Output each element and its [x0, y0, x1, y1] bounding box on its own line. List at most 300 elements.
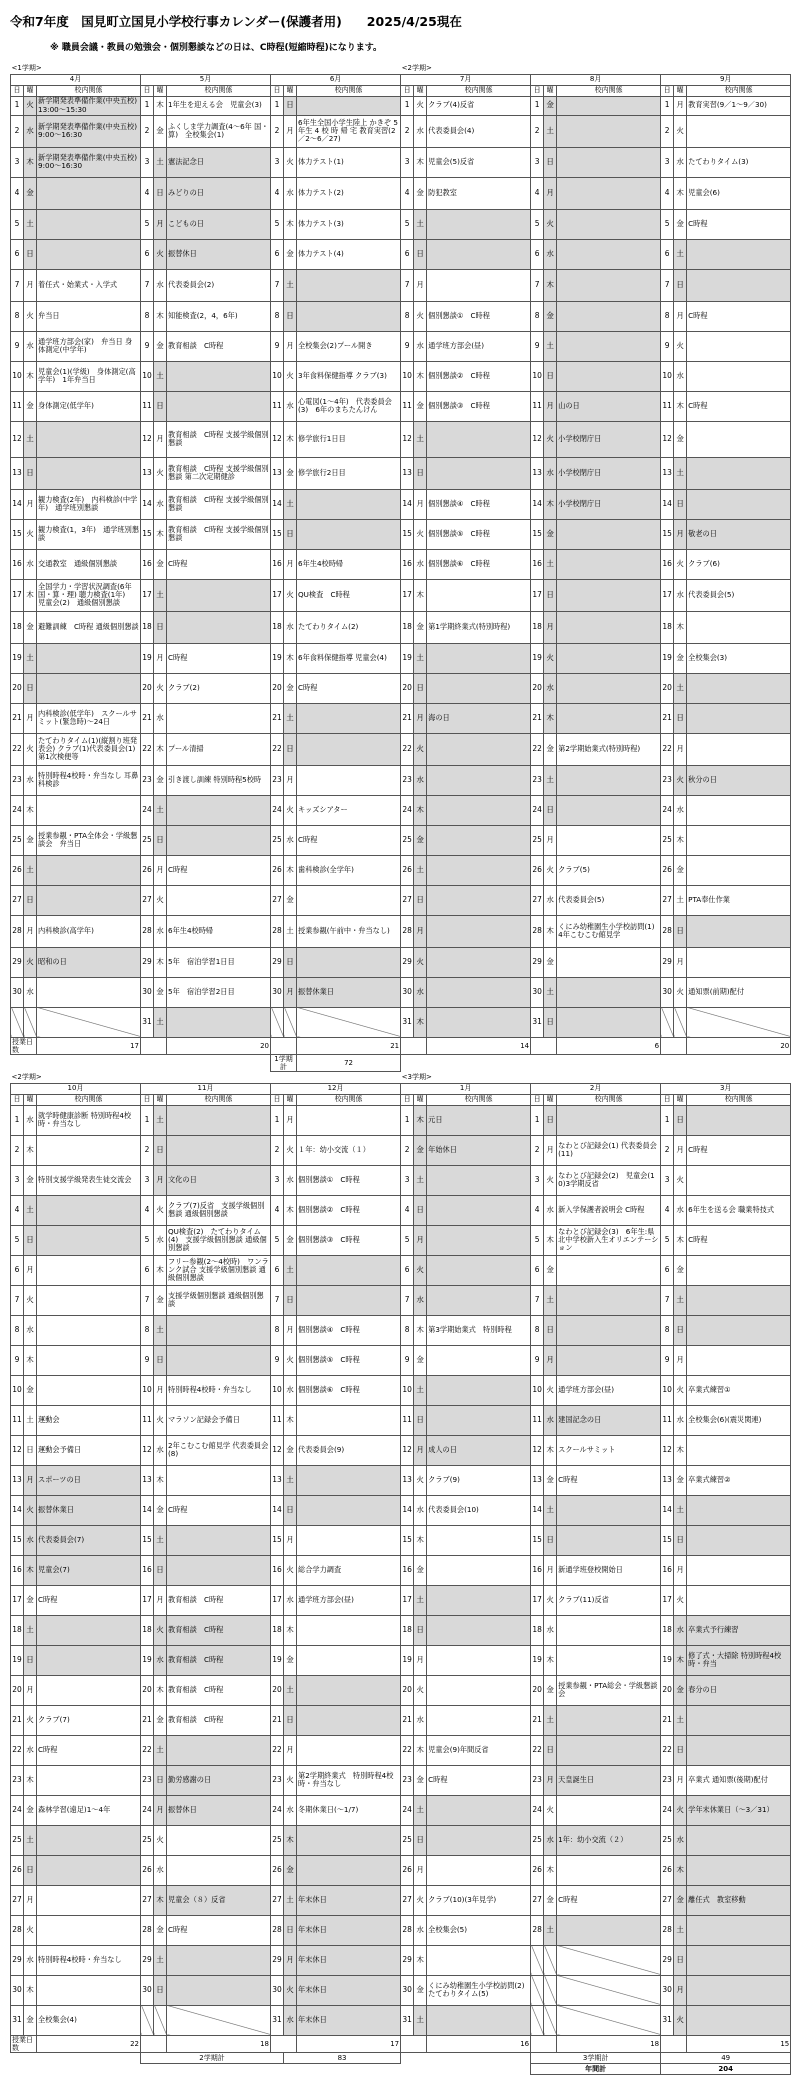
day-number: 10 [271, 1375, 284, 1405]
weekday-cell: 土 [674, 239, 687, 269]
event-cell: 教育実習(9／1～9／30) [687, 96, 791, 115]
event-cell [557, 331, 661, 361]
day-number: 23 [401, 765, 414, 795]
weekday-cell: 日 [24, 673, 37, 703]
weekday-cell: 火 [414, 1675, 427, 1705]
event-cell [37, 1345, 141, 1375]
event-cell: 運動会予備日 [37, 1435, 141, 1465]
semester-row [11, 1072, 791, 1083]
weekday-cell: 土 [414, 1585, 427, 1615]
event-cell: 着任式・始業式・入学式 [37, 269, 141, 301]
day-number: 5 [661, 209, 674, 239]
empty-day-cell [11, 1007, 24, 1037]
weekday-cell: 金 [674, 855, 687, 885]
event-cell: 児童会(6) [687, 177, 791, 209]
day-row [11, 361, 791, 391]
page-header [10, 12, 790, 62]
weekday-cell: 日 [154, 1975, 167, 2005]
day-number: 3 [531, 147, 544, 177]
weekday-cell: 日 [414, 239, 427, 269]
event-cell: 歯科検診(全学年) [297, 855, 401, 885]
day-number: 4 [11, 177, 24, 209]
weekday-cell: 木 [414, 361, 427, 391]
empty-day-cell [544, 2005, 557, 2035]
day-row [11, 1225, 791, 1255]
weekday-cell: 木 [284, 1615, 297, 1645]
event-cell: C時程 [687, 391, 791, 421]
weekday-cell: 土 [154, 147, 167, 177]
event-cell: くにみ幼稚園生小学校訪問(1) 4年こむこむ館見学 [557, 915, 661, 947]
weekday-cell: 火 [414, 1465, 427, 1495]
day-number: 15 [141, 1525, 154, 1555]
weekday-cell: 土 [284, 1465, 297, 1495]
event-cell: 代表委員会(4) [427, 115, 531, 147]
event-cell: 個別懇談④ C時程 [427, 489, 531, 519]
day-number: 22 [401, 733, 414, 765]
event-cell: 教育相談 C時程 [167, 1675, 271, 1705]
empty-day-cell [284, 1007, 297, 1037]
semester-label: <3学期> [401, 1072, 791, 1083]
weekday-cell: 土 [24, 1405, 37, 1435]
event-cell [37, 1765, 141, 1795]
day-number: 13 [531, 457, 544, 489]
event-cell [167, 1007, 271, 1037]
weekday-cell: 土 [284, 1255, 297, 1285]
weekday-cell: 月 [154, 855, 167, 885]
day-number: 19 [271, 1645, 284, 1675]
event-header: 校内関係 [557, 85, 661, 96]
semester-row [11, 63, 791, 74]
weekday-cell: 水 [24, 1735, 37, 1765]
event-cell: １年：幼小交流（１） [297, 1135, 401, 1165]
weekday-cell: 日 [154, 391, 167, 421]
weekday-cell: 火 [414, 947, 427, 977]
weekday-cell: 月 [674, 1555, 687, 1585]
weekday-cell: 土 [284, 269, 297, 301]
school-days-count: 20 [687, 1037, 791, 1054]
weekday-cell: 火 [674, 115, 687, 147]
year-total-label: 年間計 [531, 2063, 661, 2074]
event-cell: 全校集会(2)プール開き [297, 331, 401, 361]
event-cell: なわとび記録会(1) 代表委員会(11) [557, 1135, 661, 1165]
weekday-cell: 月 [24, 489, 37, 519]
day-number: 16 [401, 1555, 414, 1585]
day-number: 20 [401, 1675, 414, 1705]
event-cell [687, 421, 791, 457]
weekday-cell: 月 [24, 703, 37, 733]
day-number: 28 [271, 1915, 284, 1945]
weekday-cell: 水 [284, 825, 297, 855]
day-number: 28 [531, 1915, 544, 1945]
event-cell: 勤労感謝の日 [167, 1765, 271, 1795]
event-cell: 振替休日 [167, 239, 271, 269]
weekday-cell: 水 [414, 331, 427, 361]
event-cell: C時程 [167, 1915, 271, 1945]
weekday-header: 曜 [544, 85, 557, 96]
weekday-cell: 火 [544, 1585, 557, 1615]
day-row [11, 519, 791, 549]
day-number: 24 [401, 795, 414, 825]
event-cell [427, 579, 531, 611]
weekday-cell: 月 [284, 331, 297, 361]
event-cell [687, 1735, 791, 1765]
day-number: 15 [141, 519, 154, 549]
event-cell [37, 1915, 141, 1945]
weekday-cell: 木 [674, 1435, 687, 1465]
event-cell: 全校集会(5) [427, 1915, 531, 1945]
weekday-cell: 水 [154, 1645, 167, 1675]
event-cell: 新通学班登校開始日 [557, 1555, 661, 1585]
event-cell [557, 1615, 661, 1645]
day-number: 10 [531, 1375, 544, 1405]
day-number: 23 [141, 765, 154, 795]
weekday-cell: 金 [154, 115, 167, 147]
event-cell: 観力検査(1，3年) 通学班別懇談 [37, 519, 141, 549]
weekday-cell: 木 [154, 519, 167, 549]
school-days-label [661, 2035, 687, 2052]
day-number: 7 [401, 269, 414, 301]
event-cell: 小学校閉庁日 [557, 489, 661, 519]
event-cell: 通学班方部会(昼) [427, 331, 531, 361]
event-cell: 個別懇談⑤ C時程 [297, 1345, 401, 1375]
day-number: 23 [661, 1765, 674, 1795]
day-number: 29 [661, 947, 674, 977]
weekday-cell: 金 [414, 1765, 427, 1795]
day-number: 21 [11, 1705, 24, 1735]
weekday-cell: 金 [24, 1585, 37, 1615]
day-number: 18 [401, 1615, 414, 1645]
day-number: 12 [271, 1435, 284, 1465]
weekday-cell: 金 [154, 331, 167, 361]
event-cell: みどりの日 [167, 177, 271, 209]
day-number: 25 [401, 1825, 414, 1855]
day-number: 25 [661, 1825, 674, 1855]
event-cell [687, 1525, 791, 1555]
day-number: 19 [141, 1645, 154, 1675]
weekday-cell: 水 [544, 885, 557, 915]
event-cell [687, 795, 791, 825]
weekday-cell: 火 [544, 1795, 557, 1825]
weekday-cell: 火 [284, 1765, 297, 1795]
day-number: 6 [141, 1255, 154, 1285]
event-cell: 教育相談 C時程 支援学級個別懇談 [167, 421, 271, 457]
weekday-cell: 金 [154, 1705, 167, 1735]
event-cell: 内科検診(低学年) スクールサミット(緊急時)～24日 [37, 703, 141, 733]
weekday-cell: 火 [284, 795, 297, 825]
semester-total-value: 49 [661, 2052, 791, 2063]
weekday-cell: 水 [674, 1405, 687, 1435]
event-cell: クラブ(7) [37, 1705, 141, 1735]
event-cell: クラブ(10)(3年見学) [427, 1885, 531, 1915]
weekday-cell: 土 [24, 1825, 37, 1855]
day-number: 30 [661, 977, 674, 1007]
event-cell [427, 1675, 531, 1705]
weekday-cell: 月 [284, 1945, 297, 1975]
event-cell: C時程 [687, 1225, 791, 1255]
weekday-cell: 土 [154, 1105, 167, 1135]
event-cell [427, 1195, 531, 1225]
day-number: 12 [141, 1435, 154, 1465]
event-cell [427, 643, 531, 673]
weekday-cell: 火 [284, 1555, 297, 1585]
weekday-cell: 木 [674, 391, 687, 421]
weekday-cell: 日 [414, 1825, 427, 1855]
month-row [11, 74, 791, 85]
day-number: 14 [661, 489, 674, 519]
event-cell [427, 1007, 531, 1037]
event-cell [557, 115, 661, 147]
day-number: 7 [271, 1285, 284, 1315]
weekday-cell: 金 [24, 1375, 37, 1405]
day-number: 26 [531, 855, 544, 885]
event-cell: 新学期発表準備作業(中央五校)9:00～16:30 [37, 147, 141, 177]
day-number: 11 [141, 391, 154, 421]
event-cell: 第3学期始業式 特別時程 [427, 1315, 531, 1345]
day-number: 20 [11, 1675, 24, 1705]
event-cell: 避難訓練 C時程 通級個別懇談 [37, 611, 141, 643]
weekday-cell: 金 [544, 1885, 557, 1915]
weekday-cell: 日 [414, 457, 427, 489]
event-cell: 敬老の日 [687, 519, 791, 549]
event-cell: 個別懇談② C時程 [427, 361, 531, 391]
event-cell [557, 147, 661, 177]
weekday-cell: 金 [24, 1795, 37, 1825]
event-cell: 全国学力・学習状況調査(6年 国・算・理) 聴力検査(1年) 児童会(2) 通級個別懇談 [37, 579, 141, 611]
event-header: 校内関係 [37, 85, 141, 96]
event-cell [557, 795, 661, 825]
day-number: 5 [141, 209, 154, 239]
event-cell: 教育相談 C時程 [167, 1585, 271, 1615]
day-number: 26 [661, 855, 674, 885]
event-cell: キッズシアター [297, 795, 401, 825]
weekday-cell: 土 [284, 1885, 297, 1915]
event-cell [687, 1345, 791, 1375]
day-number: 3 [661, 147, 674, 177]
event-cell: 年末休日 [297, 1885, 401, 1915]
weekday-cell: 火 [24, 947, 37, 977]
day-number: 19 [401, 643, 414, 673]
day-number: 17 [11, 1585, 24, 1615]
weekday-cell: 木 [24, 1345, 37, 1375]
event-cell: 年始休日 [427, 1135, 531, 1165]
weekday-cell: 水 [154, 1855, 167, 1885]
event-cell: 6年生を送る会 職業特技式 [687, 1195, 791, 1225]
weekday-cell: 土 [674, 1915, 687, 1945]
day-number: 6 [401, 239, 414, 269]
empty-day-cell [557, 1945, 661, 1975]
event-cell [427, 239, 531, 269]
event-cell: 第2学期終業式 特別時程4校時・弁当なし [297, 1765, 401, 1795]
event-cell: 昭和の日 [37, 947, 141, 977]
day-number: 7 [141, 1285, 154, 1315]
event-cell: 卒業式 通知票(後期)配付 [687, 1765, 791, 1795]
day-number: 21 [271, 703, 284, 733]
day-number: 9 [271, 331, 284, 361]
day-number: 21 [531, 703, 544, 733]
event-cell [297, 1675, 401, 1705]
school-days-label [531, 1037, 557, 1054]
event-cell [557, 673, 661, 703]
day-number: 18 [661, 611, 674, 643]
weekday-cell: 日 [154, 1765, 167, 1795]
event-cell: 第1学期終業式(特別時程) [427, 611, 531, 643]
event-cell: 年末休日 [297, 1945, 401, 1975]
event-cell: 個別懇談③ C時程 [297, 1225, 401, 1255]
weekday-cell: 金 [544, 947, 557, 977]
event-cell [427, 977, 531, 1007]
day-header: 日 [531, 85, 544, 96]
month-label: 2月 [531, 1083, 661, 1094]
weekday-cell: 月 [24, 1885, 37, 1915]
event-cell: 教育相談 C時程 支援学級個別懇談 第二次定期健診 [167, 457, 271, 489]
day-number: 1 [11, 1105, 24, 1135]
day-row [11, 885, 791, 915]
weekday-cell: 月 [414, 269, 427, 301]
day-number: 3 [11, 1165, 24, 1195]
weekday-cell: 金 [414, 1555, 427, 1585]
day-number: 3 [401, 147, 414, 177]
day-row [11, 1255, 791, 1285]
weekday-cell: 金 [544, 1465, 557, 1495]
weekday-cell: 土 [24, 643, 37, 673]
weekday-cell: 木 [544, 915, 557, 947]
day-row [11, 1645, 791, 1675]
weekday-cell: 火 [284, 1975, 297, 2005]
day-number: 17 [661, 1585, 674, 1615]
weekday-cell: 火 [674, 549, 687, 579]
event-cell: スポーツの日 [37, 1465, 141, 1495]
weekday-cell: 木 [24, 1555, 37, 1585]
event-cell [557, 239, 661, 269]
event-cell: 憲法記念日 [167, 147, 271, 177]
day-number: 7 [141, 269, 154, 301]
day-number: 12 [11, 1435, 24, 1465]
weekday-cell: 月 [284, 549, 297, 579]
event-cell [167, 885, 271, 915]
day-number: 26 [271, 1855, 284, 1885]
year-total-row [11, 2063, 791, 2074]
day-header: 日 [11, 85, 24, 96]
day-number: 9 [531, 1345, 544, 1375]
school-days-label [271, 1037, 297, 1054]
weekday-cell: 月 [24, 1675, 37, 1705]
event-cell: C時程 [297, 825, 401, 855]
day-row [11, 331, 791, 361]
weekday-cell: 木 [674, 1855, 687, 1885]
day-number: 30 [141, 977, 154, 1007]
weekday-cell: 火 [24, 1915, 37, 1945]
event-cell [167, 1135, 271, 1165]
page-title: 令和7年度 国見町立国見小学校行事カレンダー(保護者用) 2025/4/25現在 [10, 14, 462, 29]
day-row [11, 1405, 791, 1435]
weekday-cell: 水 [674, 147, 687, 177]
event-cell [557, 1525, 661, 1555]
day-number: 13 [401, 457, 414, 489]
day-number: 1 [401, 96, 414, 115]
event-cell [427, 1255, 531, 1285]
event-cell [687, 673, 791, 703]
event-cell: 1年生を迎える会 児童会(3) [167, 96, 271, 115]
event-cell [297, 1825, 401, 1855]
weekday-cell: 水 [24, 1525, 37, 1555]
event-cell [427, 673, 531, 703]
day-number: 24 [141, 795, 154, 825]
day-row [11, 1495, 791, 1525]
weekday-header: 曜 [544, 1094, 557, 1105]
day-number: 18 [141, 611, 154, 643]
weekday-cell: 月 [544, 825, 557, 855]
day-number: 23 [271, 1765, 284, 1795]
day-number: 3 [141, 147, 154, 177]
event-cell: QU検査(2) たてわりタイム(4) 支援学級個別懇談 通級個別懇談 [167, 1225, 271, 1255]
school-days-count: 18 [167, 2035, 271, 2052]
weekday-cell: 金 [544, 1675, 557, 1705]
weekday-cell: 木 [24, 361, 37, 391]
month-label: 8月 [531, 74, 661, 85]
weekday-cell: 月 [154, 421, 167, 457]
day-header: 日 [271, 1094, 284, 1105]
school-days-row [11, 2035, 791, 2052]
weekday-cell: 土 [674, 1705, 687, 1735]
day-number: 7 [11, 269, 24, 301]
weekday-cell: 金 [414, 611, 427, 643]
day-row [11, 1435, 791, 1465]
event-cell: クラブ(11)反省 [557, 1585, 661, 1615]
weekday-cell: 火 [544, 421, 557, 457]
day-number: 12 [531, 421, 544, 457]
weekday-cell: 月 [154, 1585, 167, 1615]
day-number: 15 [401, 1525, 414, 1555]
event-cell [427, 1285, 531, 1315]
school-days-count: 17 [297, 2035, 401, 2052]
day-number: 8 [531, 1315, 544, 1345]
weekday-cell: 日 [154, 1135, 167, 1165]
day-number: 25 [141, 825, 154, 855]
event-cell: たてわりタイム(3) [687, 147, 791, 177]
empty-day-cell [557, 1975, 661, 2005]
event-cell [557, 947, 661, 977]
day-number: 16 [141, 1555, 154, 1585]
day-number: 25 [401, 825, 414, 855]
event-cell [427, 1855, 531, 1885]
weekday-cell: 土 [544, 115, 557, 147]
day-number: 11 [11, 391, 24, 421]
event-cell: 建国記念の日 [557, 1405, 661, 1435]
weekday-cell: 月 [154, 643, 167, 673]
weekday-cell: 土 [284, 489, 297, 519]
semester-total-value: 83 [284, 2052, 401, 2063]
event-cell [427, 733, 531, 765]
weekday-cell: 土 [154, 579, 167, 611]
day-row [11, 1345, 791, 1375]
day-number: 17 [11, 579, 24, 611]
weekday-cell: 月 [414, 489, 427, 519]
weekday-cell: 水 [24, 549, 37, 579]
semester-total-label: 2学期計 [141, 2052, 284, 2063]
day-number: 17 [531, 579, 544, 611]
column-header-row [11, 1094, 791, 1105]
event-cell: 特別時程4校時・弁当なし [37, 1945, 141, 1975]
event-cell: 児童会(1)(学級) 身体測定(高学年) 1年弁当日 [37, 361, 141, 391]
day-number: 7 [271, 269, 284, 301]
weekday-cell: 土 [674, 1285, 687, 1315]
weekday-cell: 月 [284, 1315, 297, 1345]
weekday-cell: 木 [414, 579, 427, 611]
weekday-cell: 土 [414, 643, 427, 673]
weekday-cell: 火 [24, 519, 37, 549]
day-number: 5 [271, 209, 284, 239]
school-days-label [141, 1037, 167, 1054]
